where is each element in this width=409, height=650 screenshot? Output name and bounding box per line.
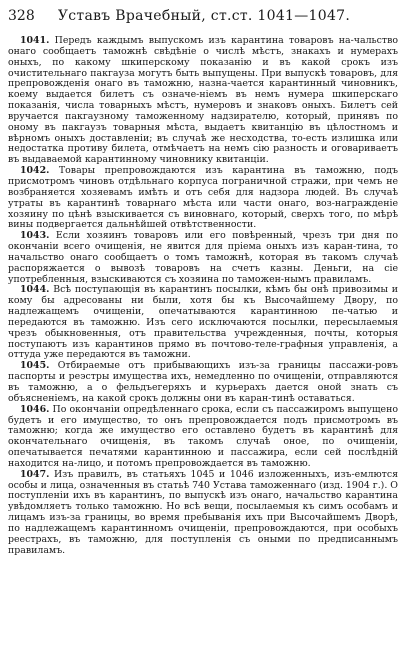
article-text: Всѣ поступающія въ карантинъ посылки, кѣмъ бы онѣ привозимы и кому бы адресованы ни были, хотя бы къ Высочайшему Двору, по надлежащемъ очищеніи, опечатываются карантинною пе-чатью и передаются въ таможню. Изъ сего исключаются посылки, пересылаемыя чрезъ обыкновенныя, отъ правительства учрежденныя, почты, которыя поступаютъ изъ карантинов прямо въ почтово-теле-графныя управленія, а оттуда уже передаются въ таможни.: [8, 284, 399, 361]
article-text: Изъ правилъ, въ статьяхъ 1045 и 1046 изложенныхъ, изъ-емлются особы и лица, означенныя въ статьѣ 740 Устава таможеннаго (изд. 1904 г.). О поступленіи ихъ въ карантинъ, по выпускѣ изъ онаго, начальство карантина увѣдомляетъ только таможню. Но всѣ вещи, посылаемыя къ симъ особамъ и лицамъ изъ-за границы, во время пребыванія ихъ при Высочайшемъ Дворѣ, по надлежащемъ карантинномъ очищеніи, препровождаются, при особыхъ реестрахъ, въ таможню, для поступленія съ оными по предписаннымъ правиламъ.: [8, 468, 398, 556]
article-number: 1044.: [20, 284, 50, 296]
article-number: 1046.: [20, 403, 50, 415]
article-text: Если хозяинъ товаровъ или его повѣренный, чрезъ три дня по окончаніи всего очищенія, не явится для пріема оныхъ изъ каран-тина, то начальство онаго сообщаетъ о томъ таможнѣ, которая въ такомъ случаѣ распоряжается о вывозѣ товаровъ на счетъ казны. Деньги, на сіе употребленныя, взыскиваются съ хозяина по таможен-нымъ правиламъ.: [8, 230, 398, 285]
article-1042: [8, 166, 398, 231]
document-body: [8, 36, 398, 557]
article-1041: [8, 36, 398, 166]
article-1044: [8, 285, 398, 361]
article-number: 1043.: [20, 230, 50, 242]
article-text: Товары препровождаются изъ карантина въ таможню, подъ присмотромъ чиновъ отдѣльнаго корпуса пограничной стражи, при чемъ не возбраняется хозяевамъ имѣть и отъ себя для надзора людей. Въ случаѣ утраты въ карантинѣ товарнаго мѣста или части онаго, воз-награжденіе хозяину по цѣнѣ взыскивается съ виновнаго, который, сверхъ того, по мѣрѣ вины подвергается дальнѣйшей отвѣтственности.: [8, 165, 398, 231]
article-1047: [8, 470, 398, 557]
running-header: [8, 6, 400, 26]
article-number: 1042.: [20, 165, 50, 177]
article-1046: [8, 405, 398, 470]
article-number: 1047.: [20, 468, 50, 480]
article-text: Отбираемые отъ прибывающихъ изъ-за границы пассажи-ровъ паспорты и реэстры имущества ихъ, немедленно по очищеніи, отправляются въ таможню, а о фельдъегеряхъ и курьерахъ дается оной знать съ объясненіемъ, на какой срокъ должны они въ каран-тинѣ оставаться.: [8, 360, 398, 404]
article-text: Передъ каждымъ выпускомъ изъ карантина товаровъ на-чальство онаго сообщаетъ таможнѣ свѣдѣніе о числѣ мѣстъ, знакахъ и нумерахъ оныхъ, по какому шкиперскому показанію и въ какой срокъ изъ очистительнаго пакгауза могутъ быть выпущены. При выпускѣ товаровъ, для препровожденія онаго въ таможню, назна-чается карантинный чиновникъ, коему выдается билетъ съ означе-ніемъ въ немъ нумера шкиперскаго показанія, числа товарныхъ мѣстъ, нумеровъ и знаковъ оныхъ. Билетъ сей вручается пакгаузному таможенному надзирателю, который, принявъ по оному въ пакгаузъ товарныя мѣста, выдаетъ квитанцію въ цѣлостномъ и вѣрномъ оныхъ доставленіи; въ случаѣ же несходства, то-есть излишка или недостатка противу билета, отмѣчаетъ на немъ сію разность и оговариваетъ въ выдаваемой карантинному чиновнику квитанціи.: [8, 35, 399, 166]
article-1045: [8, 361, 398, 404]
running-title: Уставъ Врачебный, ст.ст. 1041—1047.: [57, 8, 351, 24]
article-text: По окончаніи опредѣленнаго срока, если съ пассажиромъ выпущено будетъ и его имущество, то онъ препровождается подъ присмотромъ въ таможню; когда же имущество его оставлено будетъ въ карантинѣ для окончательнаго очищенія, въ такомъ случаѣ оное, по очищеніи, опечатывается печатями карантинною и пассажира, если сей послѣдній находится на-лицо, и потомъ препровождается въ таможню.: [8, 403, 398, 469]
page-number: 328: [8, 8, 35, 24]
article-1043: [8, 231, 398, 285]
article-number: 1045.: [20, 360, 50, 372]
article-number: 1041.: [20, 35, 50, 46]
